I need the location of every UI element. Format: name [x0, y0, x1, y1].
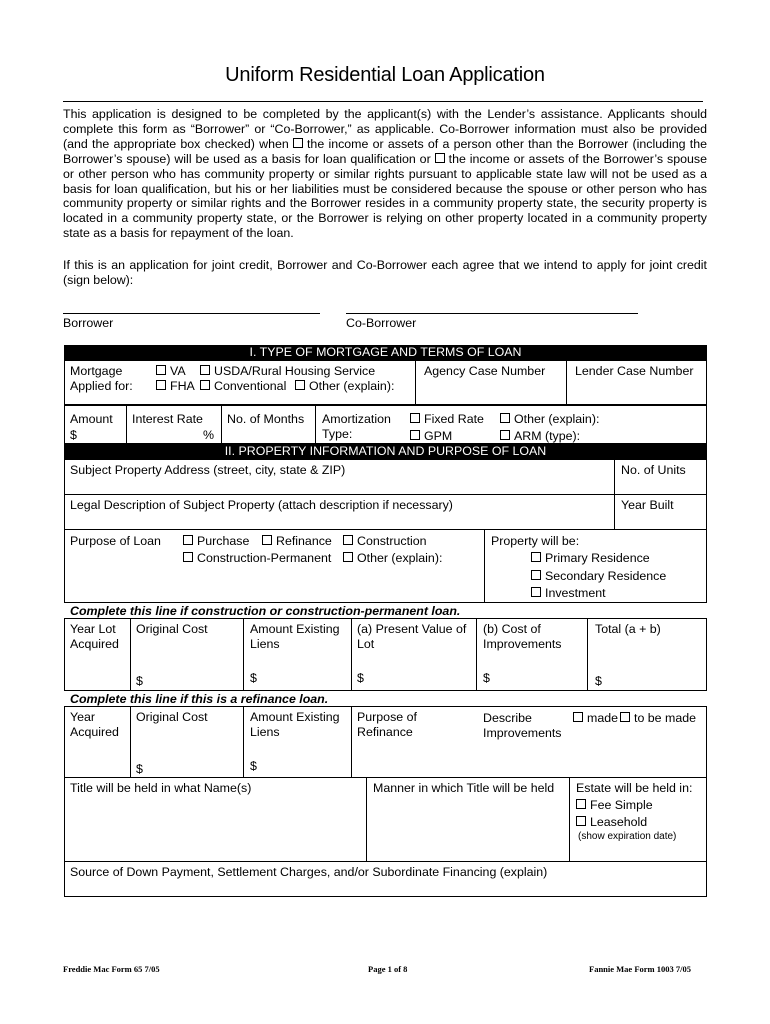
amount-dollar: $ — [70, 428, 77, 442]
checkbox-primary-residence[interactable] — [531, 552, 541, 562]
checkbox-arm[interactable] — [500, 430, 510, 440]
footer-freddie-mac: Freddie Mac Form 65 7/05 — [63, 964, 160, 974]
refi-original-cost-dollar: $ — [136, 762, 143, 776]
section-1-header: I. TYPE OF MORTGAGE AND TERMS OF LOAN — [64, 345, 707, 360]
refi-amount-existing-label: Amount Existing — [250, 710, 340, 724]
checkbox-usda[interactable] — [200, 365, 210, 375]
joint-credit-paragraph: If this is an application for joint credit, Borrower and Co-Borrower each agree that we intend to apply for joint credit (sign below): — [63, 258, 707, 287]
improvements-label: Improvements — [483, 637, 562, 651]
option-fixed-rate[interactable]: Fixed Rate — [410, 412, 484, 427]
checkbox-gpm[interactable] — [410, 430, 420, 440]
intro-text-1: This application is designed to be completed by the applicant(s) with the Lender’s assistance. Applicants should complete this form as “Borrower” or “Co-Borrower,” as applicable. Co-Borrower information must also be provided (and the appropriate box checked) when — [63, 107, 707, 151]
option-construction-permanent[interactable]: Construction-Permanent — [183, 551, 331, 566]
total-dollar: $ — [595, 674, 602, 688]
option-other-mortgage[interactable]: Other (explain): — [295, 379, 394, 394]
option-other-amort[interactable]: Other (explain): — [500, 412, 599, 427]
refi-liens-label: Liens — [250, 725, 280, 739]
estate-label: Estate will be held in: — [576, 781, 693, 795]
checkbox-fha[interactable] — [156, 380, 166, 390]
borrower-signature-line[interactable] — [63, 313, 320, 314]
option-conventional[interactable]: Conventional — [200, 379, 286, 394]
title-names-label: Title will be held in what Name(s) — [70, 781, 252, 795]
refi-acquired-label: Acquired — [70, 725, 119, 739]
option-arm[interactable]: ARM (type): — [500, 429, 580, 444]
checkbox-made[interactable] — [573, 712, 583, 722]
describe-label: Describe — [483, 711, 532, 725]
original-cost-dollar: $ — [136, 674, 143, 688]
amount-label: Amount — [70, 412, 113, 426]
option-primary-residence[interactable]: Primary Residence — [531, 551, 650, 566]
refinance-note: Complete this line if this is a refinance loan. — [70, 692, 329, 706]
checkbox-to-be-made[interactable] — [620, 712, 630, 722]
option-usda[interactable]: USDA/Rural Housing Service — [200, 364, 375, 379]
lot-label: Lot — [357, 637, 375, 651]
construction-note: Complete this line if construction or construction-permanent loan. — [70, 604, 461, 618]
checkbox-va[interactable] — [156, 365, 166, 375]
no-units-label: No. of Units — [621, 463, 686, 477]
option-refinance[interactable]: Refinance — [262, 534, 332, 549]
option-made[interactable]: made — [573, 711, 618, 726]
intro-paragraph — [63, 107, 707, 241]
checkbox-fee-simple[interactable] — [576, 799, 586, 809]
existing-liens-dollar: $ — [250, 671, 257, 685]
mortgage-label: Mortgage — [70, 364, 123, 378]
manner-title-label: Manner in which Title will be held — [373, 781, 555, 795]
total-label: Total (a + b) — [595, 622, 661, 636]
subject-address-label: Subject Property Address (street, city, state & ZIP) — [70, 463, 346, 477]
legal-description-label: Legal Description of Subject Property (attach description if necessary) — [70, 498, 453, 512]
cost-of-label: (b) Cost of — [483, 622, 541, 636]
option-fha[interactable]: FHA — [156, 379, 195, 394]
purpose-of-label: Purpose of — [357, 710, 417, 724]
present-value-label: (a) Present Value of — [357, 622, 467, 636]
option-construction[interactable]: Construction — [343, 534, 427, 549]
year-lot-label: Year Lot — [70, 622, 116, 636]
checkbox-construction[interactable] — [343, 535, 353, 545]
checkbox-other-mortgage[interactable] — [295, 380, 305, 390]
acquired-label: Acquired — [70, 637, 119, 651]
checkbox-other-amort[interactable] — [500, 413, 510, 423]
option-to-be-made[interactable]: to be made — [620, 711, 696, 726]
refinance-word-label: Refinance — [357, 725, 413, 739]
checkbox-construction-permanent[interactable] — [183, 552, 193, 562]
liens-label: Liens — [250, 637, 280, 651]
checkbox-spouse-community-property[interactable] — [435, 153, 445, 163]
agency-case-number: Agency Case Number — [424, 364, 546, 378]
checkbox-other-purpose[interactable] — [343, 552, 353, 562]
title-divider — [63, 101, 703, 102]
purpose-label: Purpose of Loan — [70, 534, 161, 548]
improvements-dollar: $ — [483, 671, 490, 685]
checkbox-secondary-residence[interactable] — [531, 570, 541, 580]
option-va[interactable]: VA — [156, 364, 186, 379]
option-gpm[interactable]: GPM — [410, 429, 452, 444]
borrower-label: Borrower — [63, 316, 114, 330]
option-secondary-residence[interactable]: Secondary Residence — [531, 569, 666, 584]
section-2-header: II. PROPERTY INFORMATION AND PURPOSE OF LOAN — [64, 444, 707, 459]
show-expiration-label: (show expiration date) — [578, 831, 677, 842]
amortization-type-label: Type: — [322, 427, 353, 441]
footer-fannie-mae: Fannie Mae Form 1003 7/05 — [589, 964, 691, 974]
property-will-be-label: Property will be: — [491, 534, 580, 548]
intro-text-3: the income or assets of the Borrower’s spouse or other person who has community property or similar rights pursuant to applicable state law will not be used as a basis for loan qualification, but his or her liabilities must be considered because the spouse or other person who has community property or similar rights and the Borrower resides in a community property state, the security property is located in a community property state, or the Borrower is relying on other property located in a community property state as a basis for repayment of the loan. — [63, 151, 707, 241]
page-title: Uniform Residential Loan Application — [225, 64, 545, 86]
option-other-purpose[interactable]: Other (explain): — [343, 551, 442, 566]
checkbox-conventional[interactable] — [200, 380, 210, 390]
present-value-dollar: $ — [357, 671, 364, 685]
source-down-payment-label: Source of Down Payment, Settlement Charges, and/or Subordinate Financing (explain) — [70, 865, 548, 879]
year-built-label: Year Built — [621, 498, 674, 512]
interest-rate-label: Interest Rate — [132, 412, 203, 426]
checkbox-refinance[interactable] — [262, 535, 272, 545]
applied-for-label: Applied for: — [70, 379, 133, 393]
refi-existing-liens-dollar: $ — [250, 759, 257, 773]
amount-existing-label: Amount Existing — [250, 622, 340, 636]
no-months-label: No. of Months — [227, 412, 305, 426]
checkbox-investment[interactable] — [531, 587, 541, 597]
checkbox-fixed-rate[interactable] — [410, 413, 420, 423]
year-acquired-label: Year — [70, 710, 96, 724]
original-cost-label: Original Cost — [136, 622, 208, 636]
footer-page-number: Page 1 of 8 — [368, 964, 408, 974]
amortization-label: Amortization — [322, 412, 391, 426]
checkbox-purchase[interactable] — [183, 535, 193, 545]
option-fee-simple[interactable]: Fee Simple — [576, 798, 653, 813]
option-investment[interactable]: Investment — [531, 586, 606, 601]
describe-improvements-label: Improvements — [483, 726, 562, 740]
checkbox-coborrower-income[interactable] — [293, 138, 303, 148]
interest-percent: % — [203, 428, 215, 442]
checkbox-leasehold[interactable] — [576, 816, 586, 826]
lender-case-number: Lender Case Number — [575, 364, 694, 378]
option-purchase[interactable]: Purchase — [183, 534, 249, 549]
option-leasehold[interactable]: Leasehold — [576, 815, 647, 830]
intro-text-2: the income or assets of a person other than the Borrower (including the Borrower’s spouse) will be used as a basis for loan qualification or — [63, 136, 707, 166]
coborrower-label: Co-Borrower — [346, 316, 417, 330]
refi-original-cost-label: Original Cost — [136, 710, 208, 724]
coborrower-signature-line[interactable] — [346, 313, 638, 314]
